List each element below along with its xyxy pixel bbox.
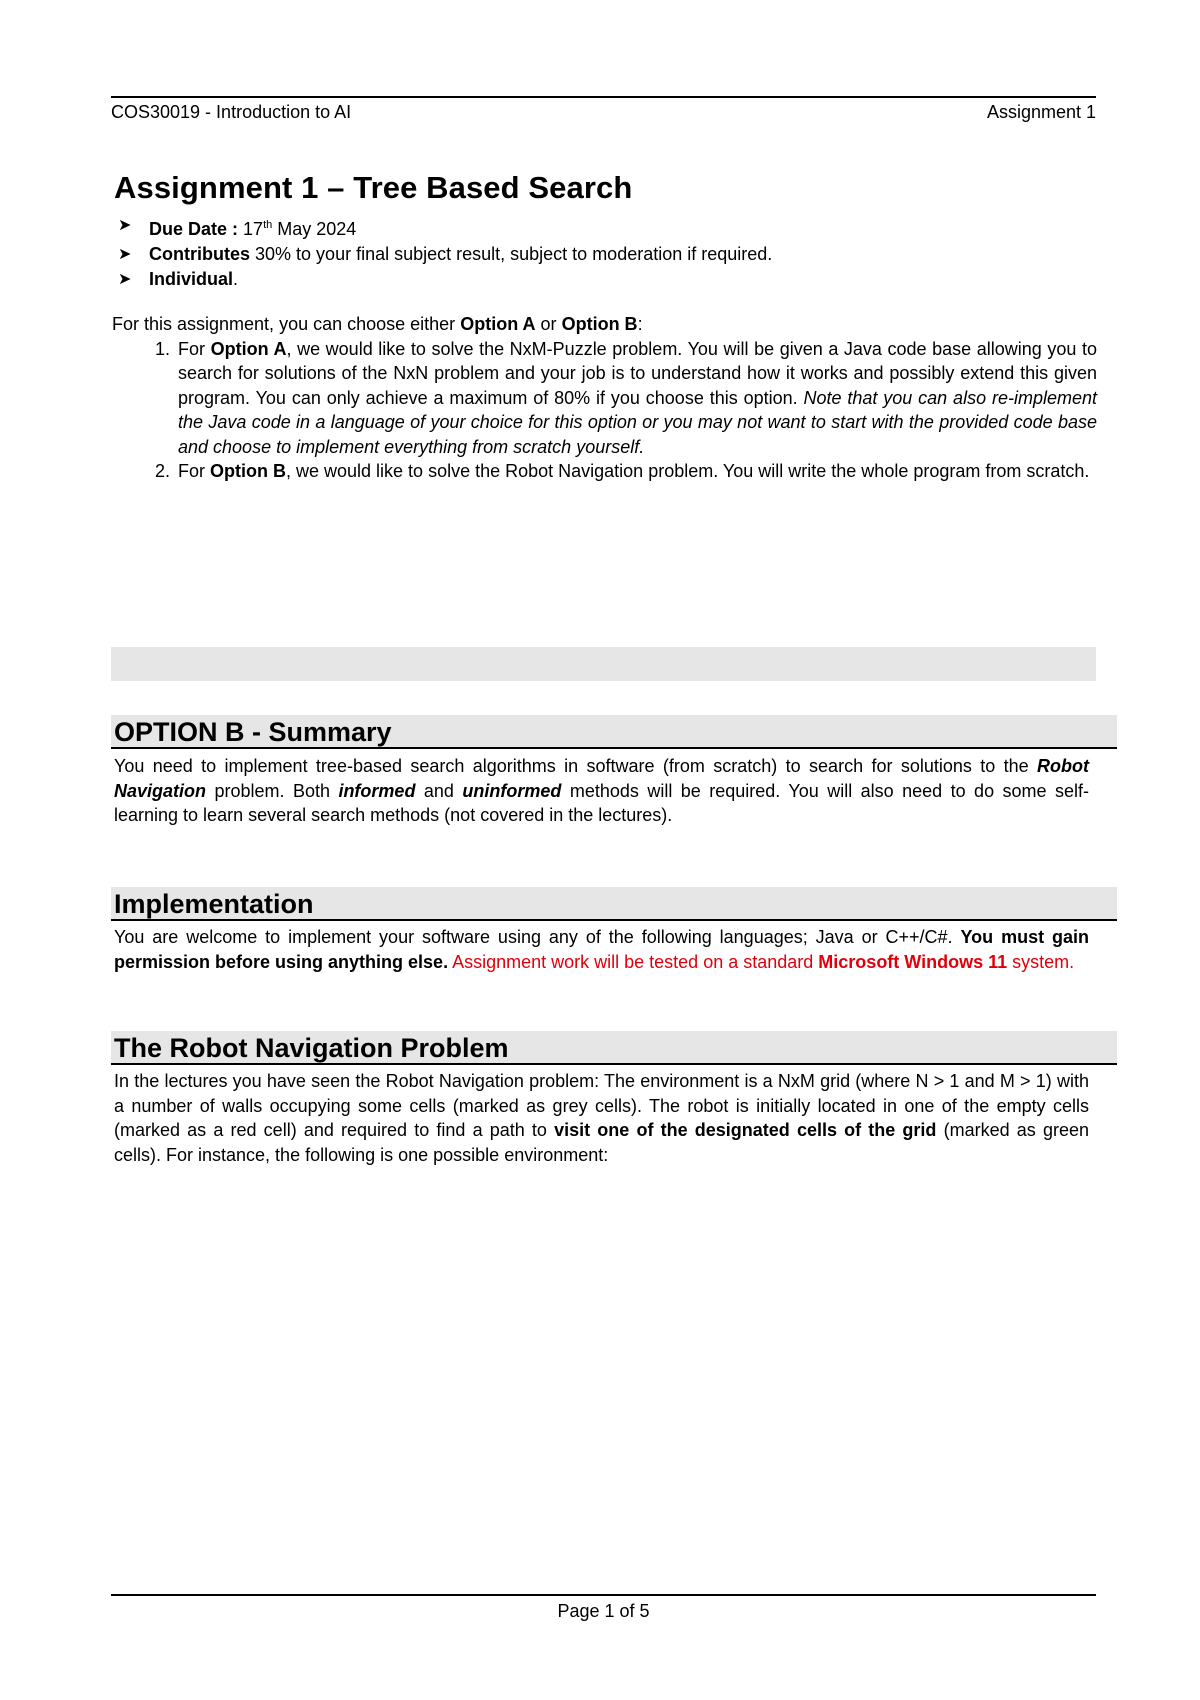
intro-option-b: Option B (561, 314, 638, 334)
option-a-note: Note that you can also re-implement the Java code in a language of your choice for this option or you may not want to start with the provided code base and choose to implement everything from scratch yourself. (178, 387, 1097, 457)
implementation-system: system. (1012, 951, 1075, 972)
problem-paragraph (114, 1069, 1089, 1167)
bullet-contributes (118, 242, 772, 267)
due-date-label: Due Date : (149, 219, 239, 239)
summary-text-2: problem. Both (214, 780, 330, 801)
grey-divider-bar (111, 647, 1096, 681)
problem-goal: visit one of the designated cells of the grid (554, 1120, 937, 1140)
summary-emph-robot-navigation: Robot Navigation (114, 756, 1089, 801)
bullet-due-date (118, 213, 772, 242)
option-a-text: , we would like to solve the NxM-Puzzle problem. You will be given a Java code base allowing you to search for solutions of the NxN problem and your job is to understand how it works and possibly extend this given program. You can only achieve a maximum of 80% if you choose this option. (178, 338, 1097, 408)
options-list (112, 337, 1097, 484)
intro-colon: : (637, 314, 643, 334)
list-number: 1. (154, 338, 170, 359)
document-title: Assignment 1 – Tree Based Search (114, 170, 633, 205)
arrow-bullet-icon: ➤ (118, 217, 132, 234)
option-a-for: For (178, 338, 205, 359)
list-number: 2. (154, 461, 170, 481)
individual-label: Individual (149, 269, 234, 289)
summary-emph-uninformed: uninformed (462, 780, 562, 801)
individual-tail: . (233, 269, 239, 289)
page-number: Page 1 of 5 (557, 1601, 650, 1621)
page-header (111, 96, 1096, 123)
key-info-list (118, 213, 772, 292)
intro-or: or (540, 314, 557, 334)
option-b-for: For (178, 461, 205, 481)
implementation-text-1: You are welcome to implement your software using any of the following languages; Java or C++/C#. (114, 927, 953, 947)
header-course: COS30019 - Introduction to AI (111, 102, 352, 122)
header-assignment: Assignment 1 (986, 102, 1096, 122)
summary-text-1: You need to implement tree-based search algorithms in software (from scratch) to search for solutions to the (114, 756, 1029, 776)
contributes-label: Contributes (149, 244, 250, 264)
implementation-os: Microsoft Windows 11 (818, 951, 1008, 972)
intro-lead-text: For this assignment, you can choose either (112, 314, 456, 334)
option-item-a (112, 337, 1097, 460)
due-date-suffix: th (263, 219, 273, 231)
due-date-day: 17 (243, 219, 264, 239)
option-item-b (112, 459, 1097, 484)
summary-text-3: and (423, 780, 454, 801)
contributes-text: 30% to your final subject result, subject to moderation if required. (255, 244, 773, 264)
arrow-bullet-icon: ➤ (118, 246, 132, 263)
due-date-rest: May 2024 (277, 219, 357, 239)
summary-text-4: methods will be required. You will also need to do some self-learning to learn several search methods (not covered in the lectures). (114, 780, 1089, 825)
implementation-paragraph (114, 925, 1089, 974)
summary-paragraph (114, 754, 1089, 828)
footer-rule (111, 1594, 1096, 1596)
section-heading-problem: The Robot Navigation Problem (111, 1031, 1117, 1065)
option-b-label: Option B (210, 461, 286, 481)
summary-emph-informed: informed (338, 780, 416, 801)
implementation-permission: You must gain permission before using anything else. (114, 927, 1089, 972)
arrow-bullet-icon: ➤ (118, 271, 132, 288)
intro-section (112, 312, 1097, 484)
option-a-label: Option A (210, 338, 287, 359)
section-heading-summary: OPTION B - Summary (111, 715, 1117, 749)
implementation-test-text: Assignment work will be tested on a standard (452, 951, 814, 972)
option-b-text: , we would like to solve the Robot Navigation problem. You will write the whole program from scratch. (286, 461, 1090, 481)
intro-lead (112, 312, 1097, 337)
problem-text-1: In the lectures you have seen the Robot Navigation problem: The environment is a NxM grid (where N > 1 and M > 1) with a number of walls occupying some cells (marked as grey cells). The robot is initially located in one of the empty cells (marked as a red cell) and required to find a path to (114, 1071, 1089, 1140)
problem-text-2: (marked as green cells). For instance, the following is one possible environment: (114, 1120, 1089, 1165)
section-heading-implementation: Implementation (111, 887, 1117, 921)
bullet-individual (118, 267, 772, 292)
intro-option-a: Option A (460, 314, 536, 334)
